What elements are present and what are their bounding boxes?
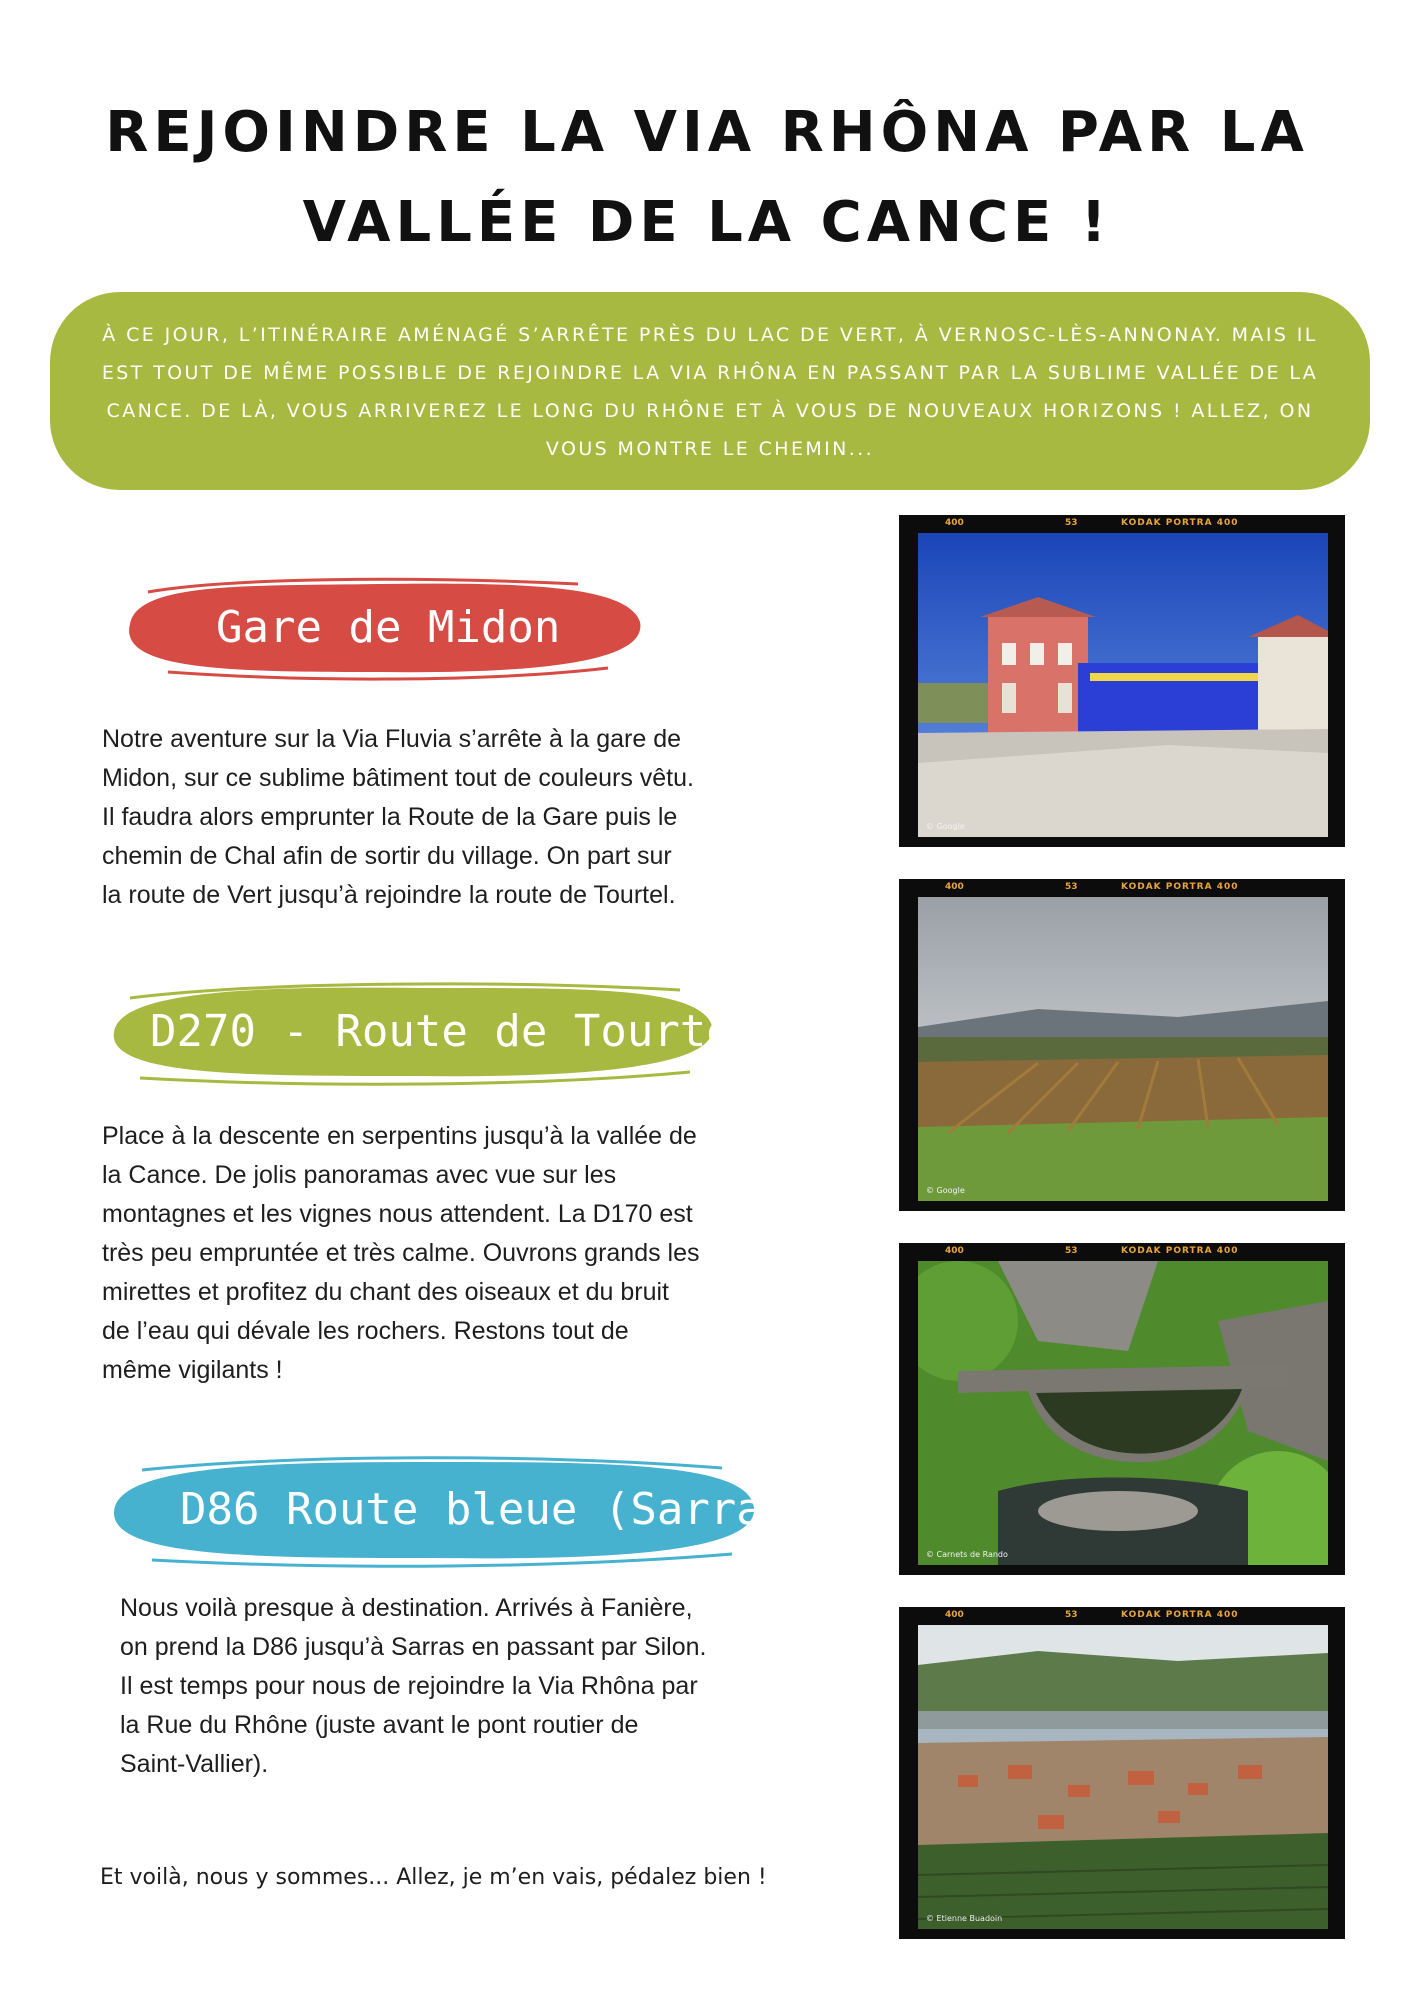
section-heading: Gare de Midon [216,601,561,653]
film-frame-sarras [899,1607,1345,1939]
page-title: REJOINDRE LA VIA RHÔNA PAR LA VALLÉE DE LA CANCE ! [105,99,1309,255]
intro-banner: À CE JOUR, L’ITINÉRAIRE AMÉNAGÉ S’ARRÊTE PRÈS DU LAC DE VERT, À VERNOSC-LÈS-ANNONAY. MAIS IL EST TOUT DE MÊME POSSIBLE DE REJOINDRE LA VIA RHÔNA EN PASSANT PAR LA SUBLIME VALLÉE DE LA CANCE. DE LÀ, VOUS ARRIVEREZ LE LONG DU RHÔNE ET À VOUS DE NOUVEAUX HORIZONS ! ALLEZ, ON VOUS MONTRE LE CHEMIN... [50,292,1370,490]
section-heading: D270 - Route de Tourtel [150,1005,760,1057]
film-strip: 400 53 KODAK PORTRA 400 [945,882,1239,892]
photo-route-de-tourtel [918,897,1328,1201]
film-frame-vignes [899,879,1345,1211]
section-badge-gare-de-midon [108,572,648,682]
section-text-route-bleue: Nous voilà presque à destination. Arrivés à Fanière, on prend la D86 jusqu’à Sarras en passant par Silon. Il est temps pour nous de rejoindre la Via Rhôna par la Rue du Rhône (juste avant le pont routier de Saint-Vallier). [120,1594,707,1778]
film-strip: 400 53 KODAK PORTRA 400 [945,1610,1239,1620]
film-strip: 400 53 KODAK PORTRA 400 [945,1246,1239,1256]
photo-gare-de-midon [918,533,1328,837]
film-frame-gare [899,515,1345,847]
closing-line: Et voilà, nous y sommes... Allez, je m’en vais, pédalez bien ! [100,1865,767,1890]
section-badge-route-bleue [102,1450,816,1568]
photo-vallee-de-la-cance [918,1261,1328,1565]
photo-credit: © Carnets de Rando [926,1550,1008,1559]
photo-credit: © Google [926,822,965,831]
photo-sarras [918,1625,1328,1929]
photo-credit: © Etienne Buadoin [926,1914,1003,1923]
section-badge-route-de-tourtel [100,976,760,1086]
section-text-gare-de-midon: Notre aventure sur la Via Fluvia s’arrête à la gare de Midon, sur ce sublime bâtiment tout de couleurs vêtu. Il faudra alors emprunter la Route de la Gare puis le chemin de Chal afin de sortir du village. On part sur la route de Vert jusqu’à rejoindre la route de Tourtel. [102,725,694,909]
film-strip: 400 53 KODAK PORTRA 400 [945,518,1239,528]
section-text-route-de-tourtel: Place à la descente en serpentins jusqu’à la vallée de la Cance. De jolis panoramas avec vue sur les montagnes et les vignes nous attendent. La D170 est très peu empruntée et très calme. Ouvrons grands les mirettes et profitez du chant des oiseaux et du bruit de l’eau qui dévale les rochers. Restons tout de même vigilants ! [102,1122,700,1384]
film-frame-pont [899,1243,1345,1575]
section-heading: D86 Route bleue (Sarras) [180,1483,816,1535]
photo-credit: © Google [926,1186,965,1195]
